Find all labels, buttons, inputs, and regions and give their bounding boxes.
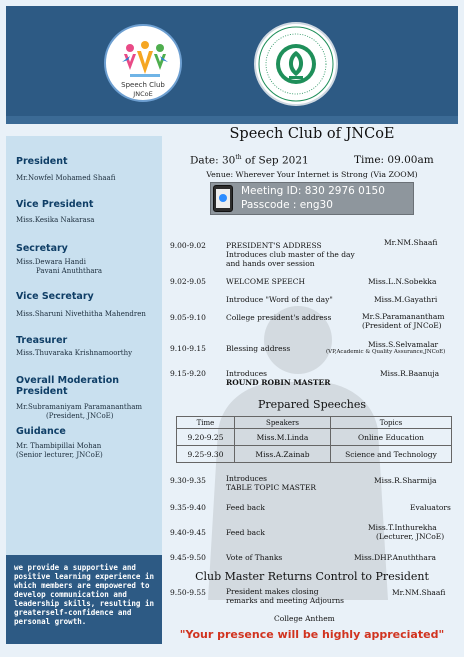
agenda-item: PRESIDENT'S ADDRESS [226,241,322,250]
vice-secretary-name: Miss.Sharuni Nivethitha Mahendren [16,310,146,318]
moderation-name-2: (President, JNCoE) [46,412,114,420]
vice-secretary-title: Vice Secretary [16,291,94,302]
table-cell: Miss.A.Zainab [235,446,331,463]
agenda-item: WELCOME SPEECH [226,277,306,286]
agenda-person: Mr.S.Paramanantham [362,312,445,321]
college-seal-icon [256,24,336,104]
treasurer-name: Miss.Thuvaraka Krishnamoorthy [16,349,133,357]
date-rest: of Sep 2021 [241,154,309,167]
table-header-row [177,417,452,429]
agenda-time: 9.35-9.40 [170,503,206,512]
zoom-logo-icon [219,194,227,202]
secretary-title: Secretary [16,243,68,254]
agenda-time: 9.00-9.02 [170,241,206,250]
logo-club-name: Speech Club [121,81,165,89]
zoom-details-box [210,182,414,215]
zoom-meeting-id[interactable]: Meeting ID: 830 2976 0150 [241,185,385,197]
table-cell: 9.25-9.30 [177,446,235,463]
event-venue: Venue: Wherever Your Internet is Strong (Via ZOOM) [206,170,418,179]
agenda-item: Feed back [226,503,265,512]
agenda-person: Miss.R.Baanuja [380,369,440,378]
agenda-item: College president's address [226,313,332,322]
logo-club-sub: JNCoE [133,90,153,98]
event-date [190,154,309,167]
agenda-person-role: (Lecturer, JNCoE) [376,532,445,541]
college-anthem: College Anthem [274,614,335,623]
president-title: President [16,156,68,167]
agenda-item-detail: Introduces club master of the day [226,250,355,259]
date-suffix: th [235,154,242,161]
mission-text: we provide a supportive and positive learning experience in which members are empowered to develop communication and leadership skills, resulting in greaterself-confidence and personal growth. [14,563,154,626]
agenda-person: Evaluators [410,503,451,512]
people-logo-icon [120,40,170,80]
guidance-title: Guidance [16,426,66,437]
closing-heading: Club Master Returns Control to President [195,570,429,583]
guidance-name-1: Mr. Thambipillai Mohan [16,442,102,450]
president-name: Mr.Nowfel Mohamed Shaafi [16,174,116,182]
column-header: Time [177,417,235,429]
table-cell: 9.20-9.25 [177,429,235,446]
agenda-item: Feed back [226,528,265,537]
appreciation-banner: "Your presence will be highly appreciated" [179,628,445,641]
agenda-person: Miss.DHP.Anuththara [354,553,436,562]
agenda-item-detail: and hands over session [226,259,315,268]
agenda-time: 9.40-9.45 [170,528,206,537]
date-label: Date: 30 [190,154,236,167]
table-cell: Miss.M.Linda [235,429,331,446]
zoom-passcode[interactable]: Passcode : eng30 [241,199,333,211]
guidance-name-2: (Senior lecturer, JNCoE) [16,451,103,459]
agenda-time: 9.50-9.55 [170,588,206,597]
vice-president-title: Vice President [16,199,94,210]
agenda-time: 9.02-9.05 [170,277,206,286]
agenda-item: Introduces [226,369,268,378]
agenda-item: Blessing address [226,344,291,353]
agenda-time: 9.15-9.20 [170,369,206,378]
header-band [6,6,458,116]
table-row [177,429,452,446]
secretary-name-2: Pavani Anuththara [36,267,103,275]
agenda-item-detail: ROUND ROBIN MASTER [226,378,331,387]
moderation-name-1: Mr.Subramaniyam Paramanantham [16,403,143,411]
table-row [177,446,452,463]
agenda-time: 9.10-9.15 [170,344,206,353]
column-header: Topics [331,417,452,429]
agenda-person: Mr.NM.Shaafi [392,588,446,597]
agenda-item-detail: remarks and meeting Adjourns [226,596,345,605]
agenda-person: Miss.S.Selvamalar [368,340,439,349]
moderation-title-1: Overall Moderation [16,375,120,386]
agenda-person: Miss.L.N.Sobekka [368,277,437,286]
page-title: Speech Club of JNCoE [229,126,395,142]
phone-icon [213,185,233,212]
agenda-person-role: (President of JNCoE) [362,321,442,330]
program-panel [166,124,458,644]
table-cell: Online Education [331,429,452,446]
treasurer-title: Treasurer [16,335,68,346]
agenda-person: Mr.NM.Shaafi [384,238,438,247]
mission-box [6,555,162,644]
agenda-item-detail: TABLE TOPIC MASTER [226,483,316,492]
agenda-item: Introduce "Word of the day" [226,295,333,304]
header-stripe [6,116,458,124]
vice-president-name: Miss.Kesika Nakarasa [16,216,95,224]
moderation-title-2: President [16,386,68,397]
prepared-speeches-heading: Prepared Speeches [257,398,367,411]
agenda-person: Miss.M.Gayathri [374,295,438,304]
agenda-item: Introduces [226,474,268,483]
agenda-item: Vote of Thanks [226,553,283,562]
agenda-time: 9.05-9.10 [170,313,206,322]
event-time: Time: 09.00am [354,154,434,166]
agenda-person: Miss.R.Sharmija [374,476,437,485]
secretary-name-1: Miss.Dewara Handi [16,258,86,266]
column-header: Speakers [235,417,331,429]
agenda-time: 9.30-9.35 [170,476,206,485]
agenda-person-role: (VP,Academic & Quality Assurance,JNCoE) [326,349,446,355]
agenda-person: Miss.T.Inthurekha [368,523,437,532]
table-cell: Science and Technology [331,446,452,463]
college-emblem [254,22,338,106]
agenda-item: President makes closing [226,587,319,596]
prepared-speeches-table [176,416,452,463]
speech-club-logo [104,24,182,102]
agenda-time: 9.45-9.50 [170,553,206,562]
